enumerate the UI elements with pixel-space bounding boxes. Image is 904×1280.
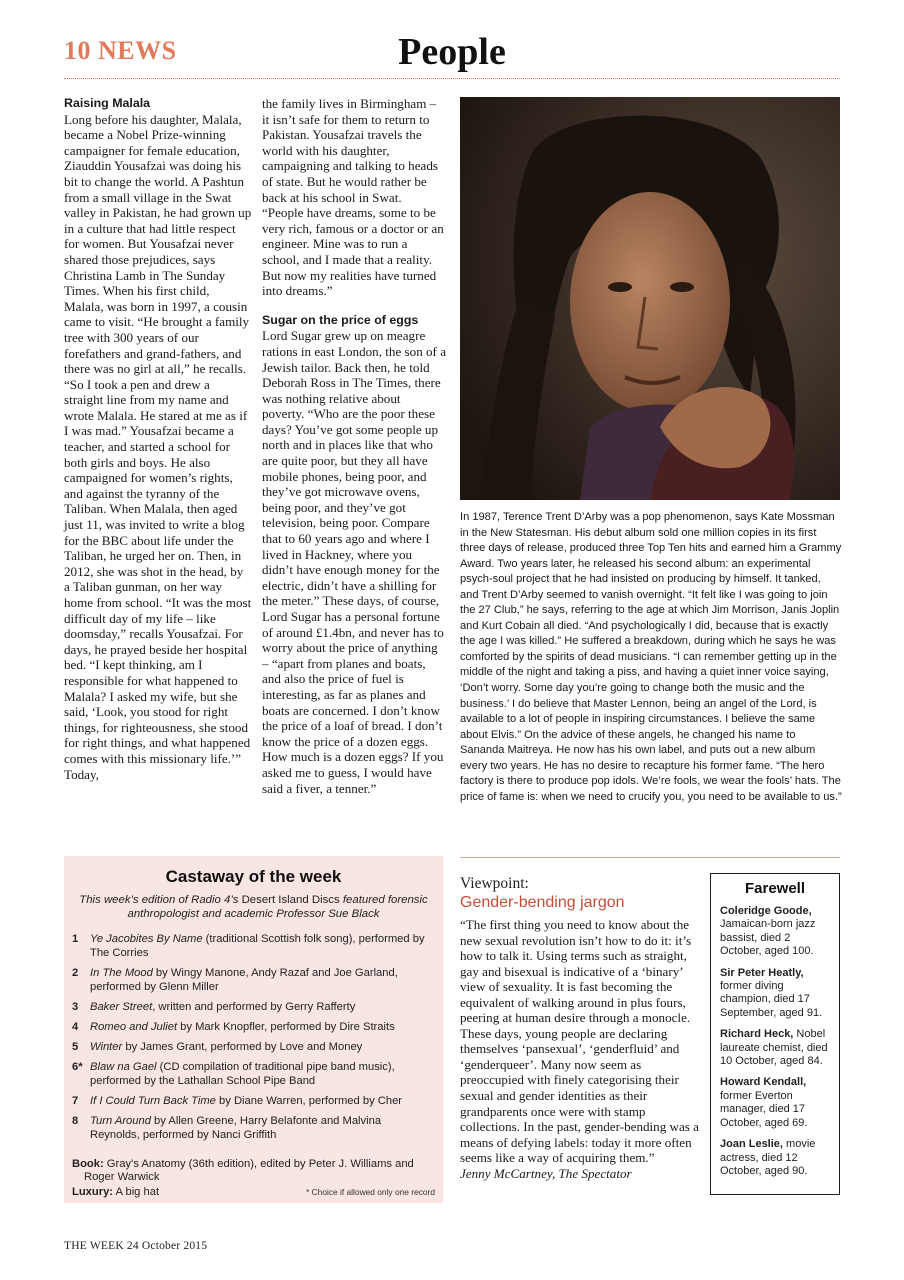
track-number: 2 [72, 966, 79, 979]
sugar-heading: Sugar on the price of eggs [262, 312, 419, 327]
farewell-desc: Jamaican-born jazz bassist, died 2 October, aged 100. [720, 918, 816, 958]
track-credit: by Allen Greene, Harry Belafonte and Malvina Reynolds, performed by Nanci Griffith [90, 1114, 382, 1141]
track-number: 7 [72, 1094, 79, 1107]
farewell-name: Joan Leslie, [720, 1138, 783, 1151]
viewpoint-label: Viewpoint: [460, 875, 529, 892]
track-item [72, 966, 429, 994]
track-credit: (CD compilation of traditional pipe band music), performed by the Lathallan School Pipe Band [90, 1060, 395, 1087]
track-title: Winter [90, 1040, 123, 1053]
viewpoint-body: “The first thing you need to know about the new sexual revolution isn’t how to do it: it’s how to talk it. Using terms such as straight, gay and bisexual is indicative of a ‘binary’ view of sexuality. It is fast becoming the equivalent of walking around in plus fours, peering at human desire through a monocle. These days, young people are declaring themselves ‘pansexual’, ‘genderfluid’ and ‘genderqueer’. Many now seem as preoccupied with finely categorising their sexual and gender identities as their grandparents once were with stamp collections. In the past, gender-bending was a means of defying labels: today it more often seems like a way of acquiring them.” [460, 917, 699, 1166]
page-header [64, 30, 840, 78]
track-title: Baker Street [90, 1000, 153, 1013]
book-value: Gray’s Anatomy (36th edition), edited by Peter J. Williams and Roger Warwick [84, 1158, 414, 1183]
castaway-book [72, 1158, 432, 1184]
track-number: 8 [72, 1114, 79, 1127]
farewell-title: Farewell [744, 880, 806, 897]
darby-caption: In 1987, Terence Trent D’Arby was a pop phenomenon, says Kate Mossman in the New Statesman. His debut album sold one million copies in its first three days of release, produced three Top Ten hits and earned him a Grammy Award. Two years later, he released his second album: an experimental psych-soul project that he had insisted on producing by himself. It tanked, and Trent D’Arby seemed to vanish overnight. “It felt like I was going to join the 27 Club,” he says, referring to the age at which Jim Morrison, Janis Joplin and Kurt Cobain all died. “And psychologically I did, because that is exactly the age I was killed.” He suffered a breakdown, during which he says he was comforted by the spirits of dead musicians. “I can remember getting up in the middle of the night and taking a piss, and having a quiet inner voice saying, ‘Don’t worry. Some day you’re going to change both the music and the business.’ I do believe that Master Lennon, being an angel of the Lord, is available to a lot of people in inspiring circumstances. I believe the same about Elvis.” On the advice of these angels, he changed his name to Sananda Maitreya. He now has his own label, and puts out a new album every two years. He has no desire to recapture his former fame. “The hero factory is there to produce pop idols. We’re fools, we wear the fools’ hats. The price of fame is: when we need to crucify you, you need to be available to us.” [460, 511, 842, 803]
farewell-name: Coleridge Goode, [720, 905, 812, 917]
darby-portrait-photo [460, 97, 840, 500]
track-title: Turn Around [90, 1114, 151, 1127]
portrait-illustration [460, 97, 840, 500]
track-item [72, 1000, 429, 1014]
farewell-desc: former Everton manager, died 17 October, aged 69. [720, 1089, 808, 1129]
track-number: 6* [72, 1060, 83, 1073]
farewell-desc: movie actress, died 12 October, aged 90. [720, 1138, 816, 1177]
viewpoint-title: Gender-bending jargon [460, 894, 625, 911]
luxury-label: Luxury: [72, 1186, 114, 1198]
track-item [72, 1040, 429, 1054]
malala-article [64, 96, 252, 782]
column-two [262, 96, 446, 796]
track-number: 4 [72, 1020, 79, 1033]
track-item [72, 1094, 429, 1108]
viewpoint-article [460, 875, 700, 1181]
castaway-intro-b: featured forensic anthropologist and academic Professor Sue Black [127, 894, 428, 921]
track-title: Romeo and Juliet [90, 1020, 178, 1033]
choice-footnote: * Choice if allowed only one record [306, 1187, 435, 1197]
farewell-name: Richard Heck, [720, 1028, 794, 1041]
farewell-name: Sir Peter Heatly, [720, 966, 804, 979]
farewell-entry [720, 1028, 830, 1068]
track-title: Blaw na Gael [90, 1060, 157, 1073]
track-item [72, 1020, 429, 1034]
header-divider [64, 78, 840, 79]
page-title: People [398, 31, 506, 73]
farewell-entry [720, 1076, 830, 1130]
castaway-box [64, 856, 443, 1203]
viewpoint-source: Jenny McCartney, The Spectator [460, 1165, 632, 1181]
malala-body-continued: the family lives in Birmingham – it isn’t safe for them to return to Pakistan. Yousafzai travels the world with his daughter, campaigning and talking to heads of state. But he would rather be back at his school in Swat. “People have dreams, some to be very rich, famous or a doctor or an engineer. Mine was to run a school, and I made that a reality. But now my realities have turned into dreams.” [262, 96, 444, 299]
track-title: Ye Jacobites By Name [90, 932, 203, 945]
track-item [72, 1060, 429, 1088]
castaway-intro-programme: Desert Island Discs [241, 894, 340, 906]
track-credit: by Diane Warren, performed by Cher [215, 1094, 403, 1107]
track-item [72, 1114, 429, 1142]
track-number: 5 [72, 1040, 79, 1053]
track-credit: by James Grant, performed by Love and Money [122, 1040, 363, 1053]
track-item [72, 932, 429, 960]
luxury-value: A big hat [113, 1186, 160, 1198]
castaway-intro-a: This week’s edition of Radio 4’s [79, 894, 239, 906]
track-number: 3 [72, 1000, 79, 1013]
track-list [72, 932, 429, 1142]
track-credit: by Wingy Manone, Andy Razaf and Joe Garland, performed by Glenn Miller [90, 966, 398, 993]
castaway-luxury [72, 1186, 159, 1198]
track-title: If I Could Turn Back Time [90, 1094, 216, 1107]
section-divider [460, 857, 840, 858]
book-label: Book: [72, 1158, 104, 1170]
farewell-box [710, 873, 840, 1195]
castaway-title: Castaway of the week [165, 867, 342, 886]
track-credit: (traditional Scottish folk song), performed by The Corries [90, 932, 425, 959]
castaway-intro [78, 893, 429, 922]
sugar-body: Lord Sugar grew up on meagre rations in east London, the son of a Jewish tailor. Back then, he told Deborah Ross in The Times, there was nothing relative about poverty. “Who are the poor these days? You’ve got some people up north and in places like that who are quite poor, but they all have mobile phones, being poor, and they’ve got microwave ovens, being poor, and they’ve got television, being poor. Compare that to 60 years ago and where I lived in Hackney, where you didn’t have enough money for the electric, didn’t have a shilling for the meter.” These days, of course, Lord Sugar has a personal fortune of around £1.4bn, and never has to worry about the price of anything – “apart from planes and boats, and also the price of fuel is interesting, as far as planes and boats are concerned. I don’t know the price of a loaf of bread. I don’t know the price of a dozen eggs. How much is a dozen eggs? If you asked me to guess, I would have said a fiver, a tenner.” [262, 328, 447, 796]
track-credit: by Mark Knopfler, performed by Dire Straits [177, 1020, 395, 1033]
section-label: 10 NEWS [64, 36, 177, 65]
track-number: 1 [72, 932, 79, 945]
malala-body: Long before his daughter, Malala, became a Nobel Prize-winning campaigner for female education, Ziauddin Yousafzai was doing his bit to change the world. A Pashtun from a small village in the Swat valley in Pakistan, he had grown up in a culture that had little respect for women. But Yousafzai never shared those prejudices, says Christina Lamb in The Sunday Times. When his first child, Malala, was born in 1997, a cousin came to visit. “He brought a family tree with 300 years of our forefathers and grand-fathers, and there was no girl at all,” he recalls. “So I took a pen and drew a straight line from my name and wrote Malala. He stared at me as if I was mad.” Yousafzai became a teacher, and started a school for both girls and boys. He also campaigned for women’s rights, and against the tyranny of the Taliban. When Malala, then aged just 11, was invited to write a blog for the BBC about life under the Taliban, he urged her on. Then, in 2012, she was shot in the head, by a Taliban gunman, on her way home from school. “It was the most difficult day of my life – like doomsday,” recalls Yousafzai. For days, he prayed beside her hospital bed. “I kept thinking, am I responsible for what happened to Malala? I asked my wife, but she said, ‘Look, you stood for right things, for righteousness, she stood for right things, and what happened comes with this missionary life.’” Today, [64, 111, 252, 782]
farewell-entry [720, 1138, 830, 1178]
track-credit: , written and performed by Gerry Rafferty [152, 1000, 356, 1013]
page-footer: THE WEEK 24 October 2015 [64, 1240, 208, 1252]
farewell-entry [720, 905, 830, 959]
farewell-entry [720, 967, 830, 1021]
track-title: In The Mood [90, 966, 153, 979]
malala-heading: Raising Malala [64, 96, 151, 110]
farewell-desc: former diving champion, died 17 September, aged 91. [720, 980, 823, 1019]
farewell-name: Howard Kendall, [720, 1076, 807, 1089]
farewell-desc: Nobel laureate chemist, died 10 October, aged 84. [720, 1028, 828, 1068]
